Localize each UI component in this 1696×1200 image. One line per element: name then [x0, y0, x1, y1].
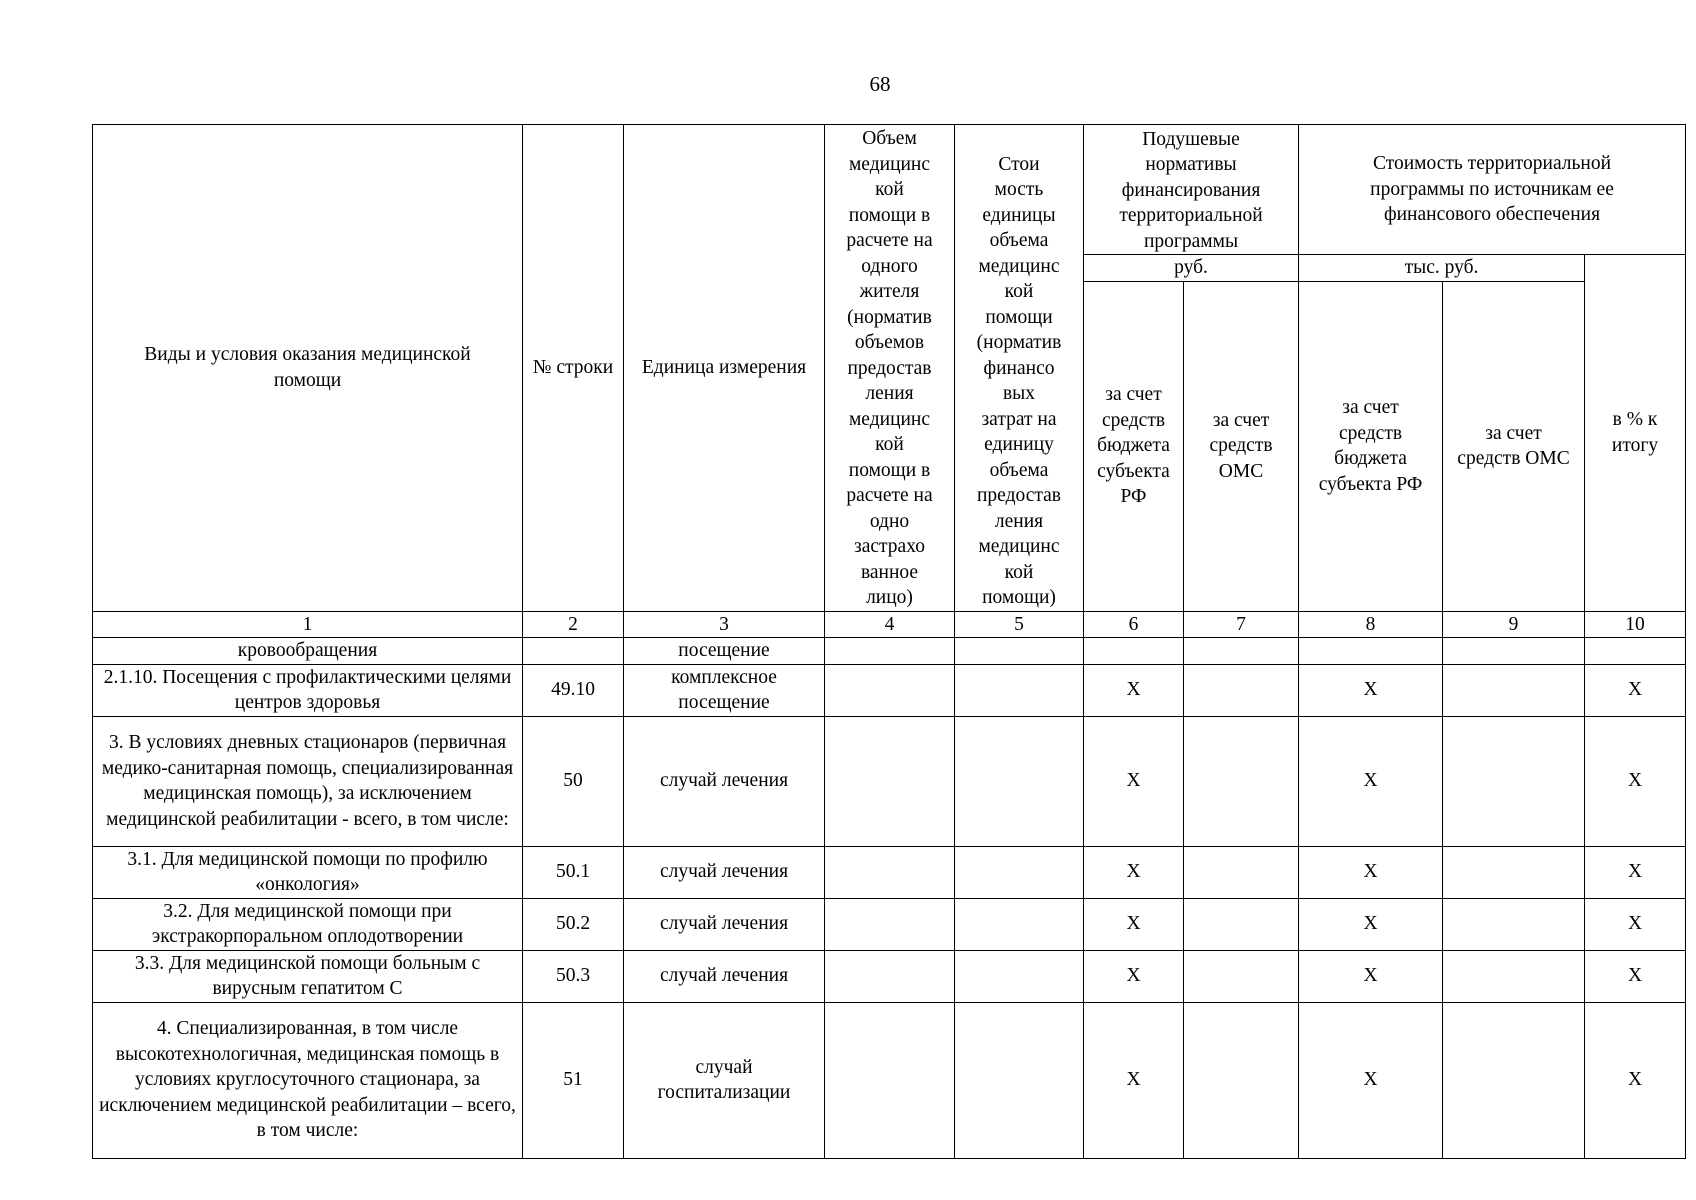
row-unit: случай лечения [624, 716, 825, 846]
row-line-number: 50.2 [523, 898, 624, 950]
row-cost-oms [1443, 950, 1585, 1002]
row-volume [825, 638, 955, 665]
row-per-capita-budget: X [1084, 846, 1184, 898]
row-unit-cost [955, 716, 1084, 846]
header-percent-of-total: в % к итогу [1585, 255, 1686, 612]
header-row-1 [93, 125, 1686, 255]
row-percent: X [1585, 950, 1686, 1002]
table-row [93, 846, 1686, 898]
row-unit: комплексное посещение [624, 664, 825, 716]
row-unit: случай лечения [624, 846, 825, 898]
header-cost-oms: за счет средств ОМС [1443, 281, 1585, 611]
row-cost-budget: X [1299, 950, 1443, 1002]
column-number: 3 [624, 611, 825, 638]
column-number: 9 [1443, 611, 1585, 638]
row-volume [825, 664, 955, 716]
row-cost-oms [1443, 716, 1585, 846]
column-number: 7 [1184, 611, 1299, 638]
table-row [93, 638, 1686, 665]
table-row [93, 1002, 1686, 1158]
row-percent: X [1585, 664, 1686, 716]
row-unit-cost [955, 664, 1084, 716]
row-name: кровообращения [93, 638, 523, 665]
row-volume [825, 716, 955, 846]
row-per-capita-oms [1184, 638, 1299, 665]
row-cost-budget [1299, 638, 1443, 665]
column-number: 2 [523, 611, 624, 638]
row-volume [825, 950, 955, 1002]
column-number: 4 [825, 611, 955, 638]
row-cost-budget: X [1299, 664, 1443, 716]
header-group-program-cost: Стоимость территориальной программы по источникам ее финансового обеспечения [1299, 125, 1686, 255]
row-line-number: 50.3 [523, 950, 624, 1002]
row-unit-cost [955, 846, 1084, 898]
row-percent [1585, 638, 1686, 665]
row-per-capita-budget: X [1084, 664, 1184, 716]
header-volume: Объем медицинс кой помощи в расчете на одного жителя (норматив объемов предостав ления медицинс кой помощи в расчете на одно застрахо ванное лицо) [825, 125, 955, 612]
row-cost-oms [1443, 638, 1585, 665]
header-line-number: № строки [523, 125, 624, 612]
row-line-number: 50 [523, 716, 624, 846]
row-percent: X [1585, 846, 1686, 898]
row-unit: случай лечения [624, 898, 825, 950]
column-number: 1 [93, 611, 523, 638]
financing-table [92, 124, 1686, 1159]
table-row [93, 898, 1686, 950]
header-group-per-capita-norms: Подушевые нормативы финансирования территориальной программы [1084, 125, 1299, 255]
row-per-capita-oms [1184, 898, 1299, 950]
row-cost-budget: X [1299, 716, 1443, 846]
page-number: 68 [869, 72, 891, 96]
row-per-capita-budget [1084, 638, 1184, 665]
header-per-capita-budget: за счет средств бюджета субъекта РФ [1084, 281, 1184, 611]
row-per-capita-budget: X [1084, 950, 1184, 1002]
row-per-capita-oms [1184, 846, 1299, 898]
row-percent: X [1585, 1002, 1686, 1158]
header-unit-rub: руб. [1084, 255, 1299, 282]
row-unit-cost [955, 950, 1084, 1002]
row-unit-cost [955, 638, 1084, 665]
row-percent: X [1585, 898, 1686, 950]
header-unit-thousand-rub: тыс. руб. [1299, 255, 1585, 282]
row-volume [825, 846, 955, 898]
row-unit-cost [955, 1002, 1084, 1158]
row-cost-budget: X [1299, 1002, 1443, 1158]
row-per-capita-oms [1184, 1002, 1299, 1158]
header-unit-cost: Стои мость единицы объема медицинс кой помощи (норматив финансо вых затрат на единицу объема предостав ления медицинс кой помощи) [955, 125, 1084, 612]
header-unit: Единица измерения [624, 125, 825, 612]
row-per-capita-budget: X [1084, 716, 1184, 846]
column-number-row [93, 611, 1686, 638]
row-cost-oms [1443, 664, 1585, 716]
row-cost-oms [1443, 1002, 1585, 1158]
row-name: 4. Специализированная, в том числе высокотехнологичная, медицинская помощь в условиях круглосуточного стационара, за исключением медицинской реабилитации – всего, в том числе: [93, 1002, 523, 1158]
row-line-number [523, 638, 624, 665]
row-line-number: 51 [523, 1002, 624, 1158]
row-name: 3.1. Для медицинской помощи по профилю «онкология» [93, 846, 523, 898]
row-percent: X [1585, 716, 1686, 846]
row-unit-cost [955, 898, 1084, 950]
table-row [93, 716, 1686, 846]
row-name: 3.3. Для медицинской помощи больным с вирусным гепатитом С [93, 950, 523, 1002]
row-volume [825, 898, 955, 950]
row-cost-budget: X [1299, 898, 1443, 950]
row-line-number: 49.10 [523, 664, 624, 716]
column-number: 6 [1084, 611, 1184, 638]
row-name: 2.1.10. Посещения с профилактическими целями центров здоровья [93, 664, 523, 716]
row-cost-oms [1443, 846, 1585, 898]
row-unit: случай госпитализации [624, 1002, 825, 1158]
column-number: 8 [1299, 611, 1443, 638]
row-name: 3.2. Для медицинской помощи при экстракорпоральном оплодотворении [93, 898, 523, 950]
row-unit: посещение [624, 638, 825, 665]
row-line-number: 50.1 [523, 846, 624, 898]
row-cost-oms [1443, 898, 1585, 950]
row-name: 3. В условиях дневных стационаров (первичная медико-санитарная помощь, специализированная медицинская помощь), за исключением медицинской реабилитации - всего, в том числе: [93, 716, 523, 846]
column-number: 10 [1585, 611, 1686, 638]
table-row [93, 950, 1686, 1002]
header-types-conditions: Виды и условия оказания медицинской помощи [93, 125, 523, 612]
row-per-capita-budget: X [1084, 898, 1184, 950]
table-row [93, 664, 1686, 716]
header-per-capita-oms: за счет средств ОМС [1184, 281, 1299, 611]
row-per-capita-oms [1184, 664, 1299, 716]
column-number: 5 [955, 611, 1084, 638]
row-cost-budget: X [1299, 846, 1443, 898]
row-per-capita-budget: X [1084, 1002, 1184, 1158]
row-unit: случай лечения [624, 950, 825, 1002]
row-volume [825, 1002, 955, 1158]
row-per-capita-oms [1184, 950, 1299, 1002]
header-cost-budget: за счет средств бюджета субъекта РФ [1299, 281, 1443, 611]
row-per-capita-oms [1184, 716, 1299, 846]
